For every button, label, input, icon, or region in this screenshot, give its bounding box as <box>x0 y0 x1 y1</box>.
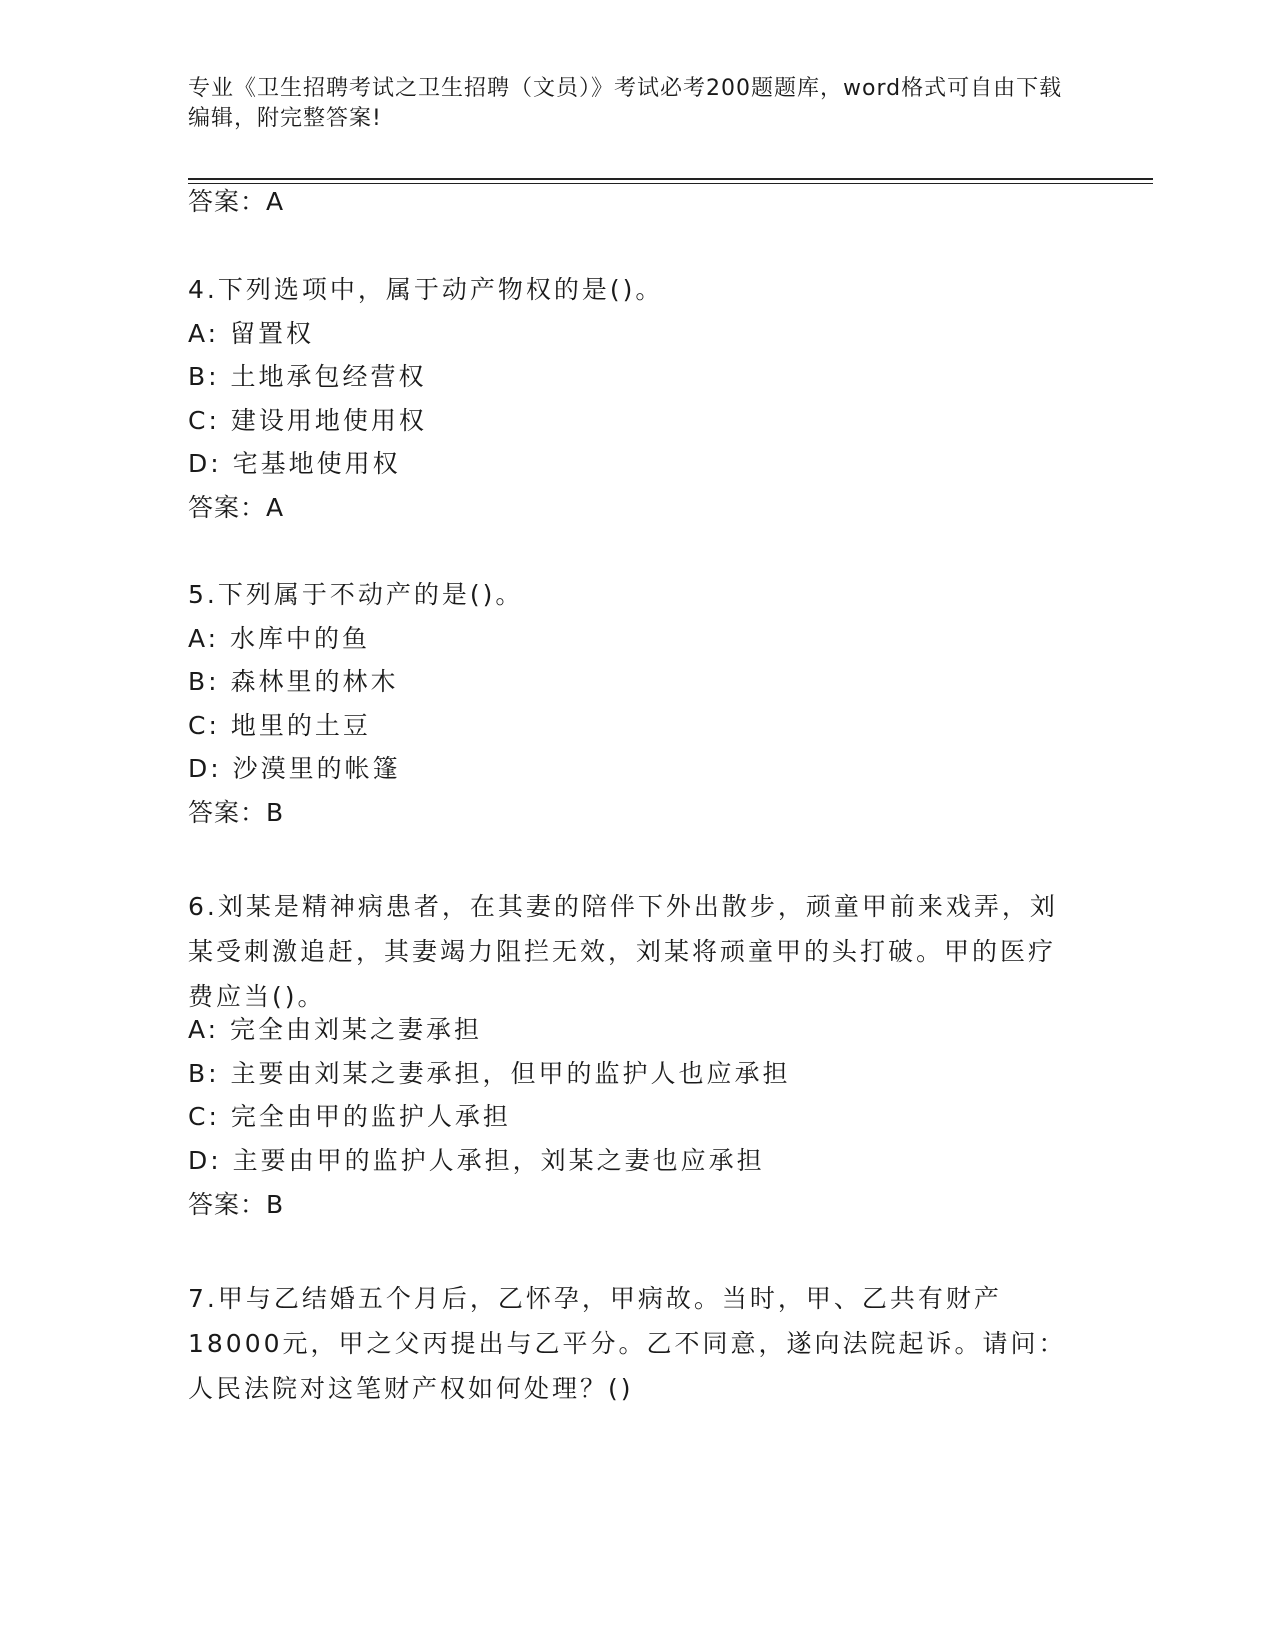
header-rule-thin <box>188 183 1153 184</box>
question-5-option-b: B: 森林里的林木 <box>188 667 399 696</box>
question-4-option-b: B: 土地承包经营权 <box>188 362 427 391</box>
question-4-option-a: A: 留置权 <box>188 319 315 348</box>
question-6-option-a: A: 完全由刘某之妻承担 <box>188 1015 483 1044</box>
question-6-option-d: D: 主要由甲的监护人承担，刘某之妻也应承担 <box>188 1146 765 1175</box>
question-4-text: 4.下列选项中，属于动产物权的是()。 <box>188 275 664 304</box>
answer-prev: 答案：A <box>188 187 285 216</box>
question-4-option-d: D: 宅基地使用权 <box>188 449 401 478</box>
question-5-text: 5.下列属于不动产的是()。 <box>188 580 524 609</box>
question-6-option-c: C: 完全由甲的监护人承担 <box>188 1102 511 1131</box>
question-4-option-c: C: 建设用地使用权 <box>188 406 427 435</box>
question-6-text: 6.刘某是精神病患者，在其妻的陪伴下外出散步，顽童甲前来戏弄，刘某受刺激追赶，其妻竭力阻拦无效，刘某将顽童甲的头打破。甲的医疗费应当()。 <box>188 892 1058 1011</box>
question-5-option-d: D: 沙漠里的帐篷 <box>188 754 401 783</box>
question-7-text: 7.甲与乙结婚五个月后，乙怀孕，甲病故。当时，甲、乙共有财产18000元，甲之父丙提出与乙平分。乙不同意，遂向法院起诉。请问：人民法院对这笔财产权如何处理？() <box>188 1284 1067 1403</box>
question-6-option-b: B: 主要由刘某之妻承担，但甲的监护人也应承担 <box>188 1059 791 1088</box>
header-rule-thick <box>188 178 1153 180</box>
document-header: 专业《卫生招聘考试之卫生招聘（文员）》考试必考200题题库，word格式可自由下载编辑，附完整答案! <box>188 76 1063 131</box>
question-4-answer: 答案：A <box>188 493 285 522</box>
question-6-answer: 答案：B <box>188 1190 285 1219</box>
question-5-answer: 答案：B <box>188 798 285 827</box>
question-5-option-c: C: 地里的土豆 <box>188 711 371 740</box>
question-5-option-a: A: 水库中的鱼 <box>188 624 371 653</box>
